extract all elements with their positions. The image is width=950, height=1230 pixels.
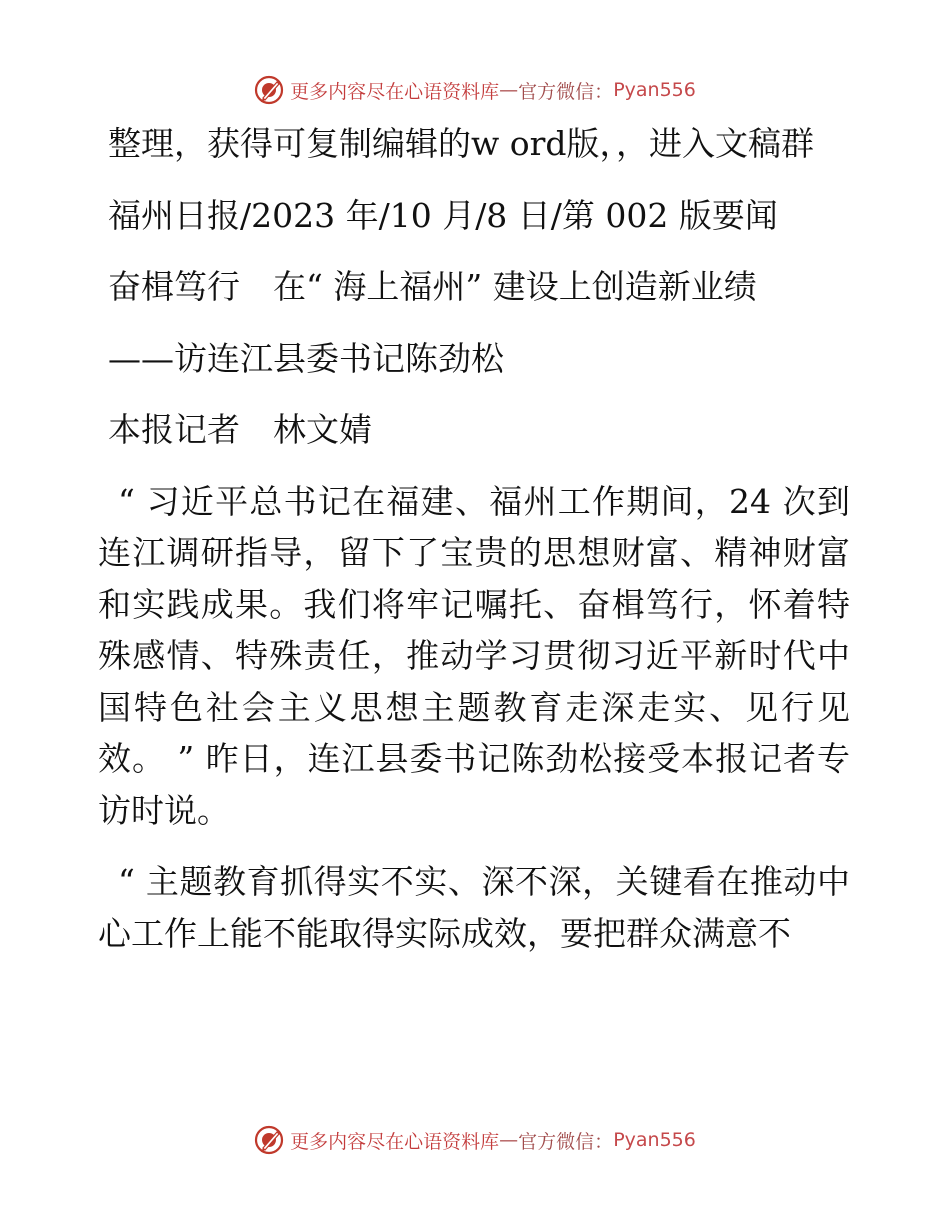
watermark-wechat-id: Pyan556 — [613, 1129, 696, 1151]
document-body — [98, 118, 850, 979]
watermark-official-label: 官方微信： — [518, 1130, 614, 1153]
watermark-separator: — — [499, 1129, 519, 1151]
pen-logo-icon — [254, 75, 284, 105]
byline: 本报记者 林文婧 — [108, 410, 372, 449]
watermark-banner-bottom — [0, 1120, 950, 1160]
pen-logo-icon — [254, 1125, 284, 1155]
body-paragraph: “ 主题教育抓得实不实、深不深，关键看在推动中心工作上能不能取得实际成效，要把群众满意不 — [98, 862, 850, 953]
watermark-text: 更多内容尽在心语资料库 — [290, 80, 500, 103]
watermark-wechat-id: Pyan556 — [613, 79, 696, 101]
publication-line: 福州日报/2023 年/10 月/8 日/第 002 版要闻 — [108, 195, 778, 235]
article-subtitle: ——访连江县委书记陈劲松 — [108, 338, 504, 378]
article-title: 奋楫笃行 在“ 海上福州” 建设上创造新业绩 — [108, 267, 757, 306]
body-paragraph: “ 习近平总书记在福建、福州工作期间，24 次到连江调研指导，留下了宝贵的思想财富、精神财富和实践成果。我们将牢记嘱托、奋楫笃行，怀着特殊感情、特殊责任，推动学习贯彻习近平新时代中国特色社会主义思想主题教育走深走实、见行见效。 ” 昨日，连江县委书记陈劲松接受本报记者专访时说。 — [98, 481, 850, 830]
intro-note: 整理，获得可复制编辑的w ord版，，进入文稿群 — [108, 124, 815, 163]
watermark-separator: — — [499, 79, 519, 101]
watermark-official-label: 官方微信： — [518, 80, 614, 103]
watermark-banner-top — [0, 70, 950, 110]
watermark-text: 更多内容尽在心语资料库 — [290, 1130, 500, 1153]
